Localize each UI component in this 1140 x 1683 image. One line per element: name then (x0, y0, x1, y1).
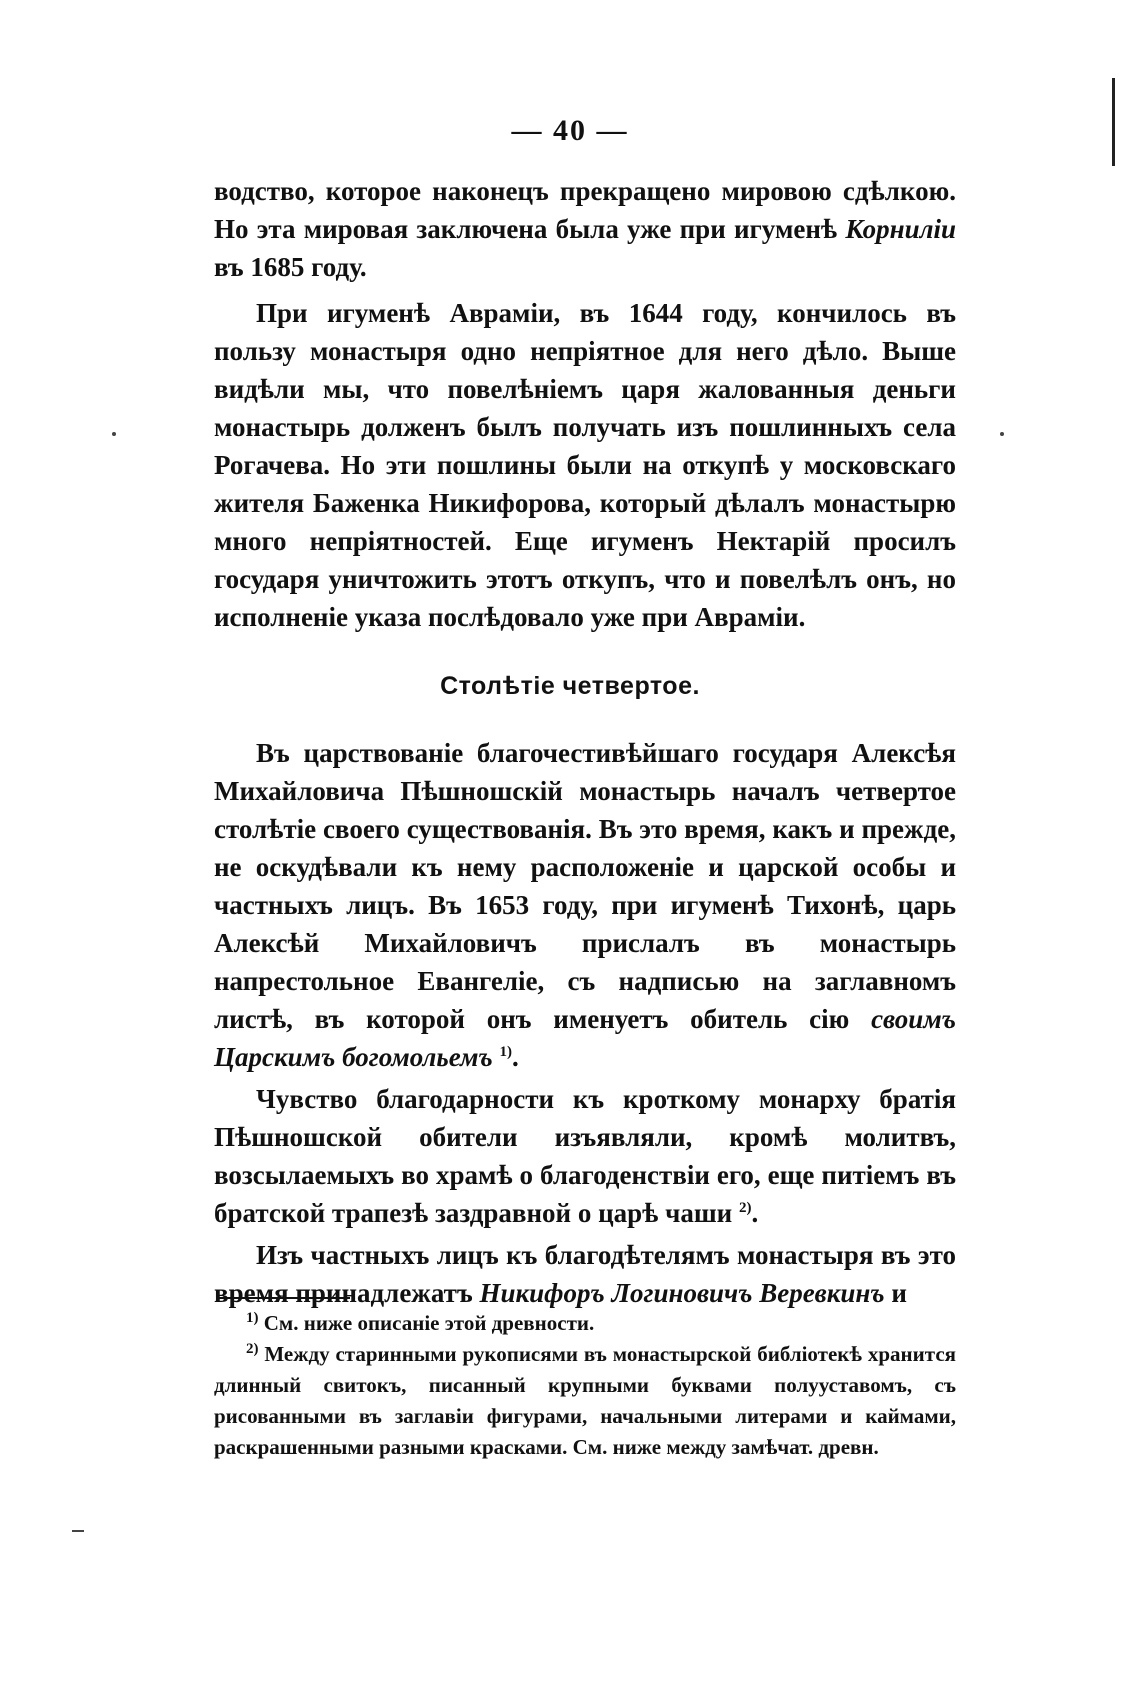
footnote-1-text: См. ниже описаніе этой древности. (263, 1311, 595, 1335)
paragraph-2-text: При игуменѣ Авраміи, въ 1644 году, кончилось въ пользу монастыря одно непріятное для него дѣло. Выше видѣли мы, что повелѣніемъ царя жалованныя деньги монастырь долженъ былъ получать изъ пошлинныхъ села Рогачева. Но эти пошлины были на откупѣ у московскаго жителя Баженка Никифорова, который дѣлалъ монастырю много непріятностей. Еще игуменъ Нектарій просилъ государя уничтожить этотъ откупъ, что и повелѣлъ онъ, но исполненіе указа послѣдовало уже при Авраміи. (214, 298, 956, 632)
page-edge-mark (1112, 78, 1115, 166)
footnote-2-mark: 2) (246, 1341, 259, 1357)
text-block-top (214, 172, 956, 636)
footnote-2 (214, 1339, 956, 1463)
tsarskim-bogomolyem: своимъ Царскимъ богомольемъ (214, 1004, 957, 1072)
paragraph-1-text: водство, которое наконецъ прекращено мировою сдѣлкою. Но эта мировая заключена была уже при игуменѣ (214, 176, 956, 244)
margin-speck-right (1000, 432, 1004, 436)
paragraph-4-text: Чувство благодарности къ кроткому монарху братія Пѣшношской обители изъявляли, кромѣ молитвъ, возсылаемыхъ во храмѣ о благоденствіи его, еще питіемъ въ братской трапезѣ заздравной о царѣ чаши (214, 1084, 956, 1228)
paragraph-2 (214, 294, 956, 636)
paragraph-3 (214, 734, 956, 1076)
paragraph-5 (214, 1236, 956, 1312)
margin-speck-left (112, 432, 116, 436)
footnote-ref-1[interactable]: 1) (499, 1044, 513, 1060)
footnote-divider (218, 1297, 350, 1299)
paragraph-4 (214, 1080, 956, 1232)
paragraph-1 (214, 172, 956, 286)
margin-speck-bottom (72, 1530, 84, 1532)
name-verevkin: Никифоръ Логиновичъ Веревкинъ (479, 1278, 885, 1308)
paragraph-4-end: . (751, 1198, 759, 1228)
paragraph-5-end: и (891, 1278, 907, 1308)
footnote-1-mark: 1) (246, 1310, 259, 1326)
footnote-ref-2[interactable]: 2) (738, 1200, 752, 1216)
page-number: — 40 — (511, 114, 629, 147)
footnote-1 (214, 1308, 956, 1339)
text-block-middle (214, 734, 956, 1312)
name-kornilii: Корниліи (845, 214, 956, 244)
paragraph-1-end: въ 1685 году. (214, 252, 367, 282)
paragraph-3-text: Въ царствованіе благочестивѣйшаго государя Алексѣя Михайловича Пѣшношскій монастырь началъ четвертое столѣтіе своего существованія. Въ это время, какъ и прежде, не оскудѣвали къ нему расположеніе и царской особы и частныхъ лицъ. Въ 1653 году, при игуменѣ Тихонѣ, царь Алексѣй Михайловичъ прислалъ въ монастырь напрестольное Евангеліе, съ надписью на заглавномъ листѣ, въ которой онъ именуетъ обитель сію (214, 738, 956, 1034)
footnotes (214, 1308, 956, 1463)
paragraph-3-end: . (512, 1042, 519, 1072)
section-heading: Столѣтіе четвертое. (440, 672, 700, 700)
footnote-2-text: Между старинными рукописями въ монастырской библіотекѣ хранится длинный свитокъ, писанный крупными буквами полууставомъ, съ рисованными въ заглавіи фигурами, начальными литерами и каймами, раскрашенными разными красками. См. ниже между замѣчат. древн. (214, 1342, 956, 1459)
paragraph-5-text: Изъ частныхъ лицъ къ благодѣтелямъ монастыря въ это время принадлежатъ (214, 1240, 956, 1308)
